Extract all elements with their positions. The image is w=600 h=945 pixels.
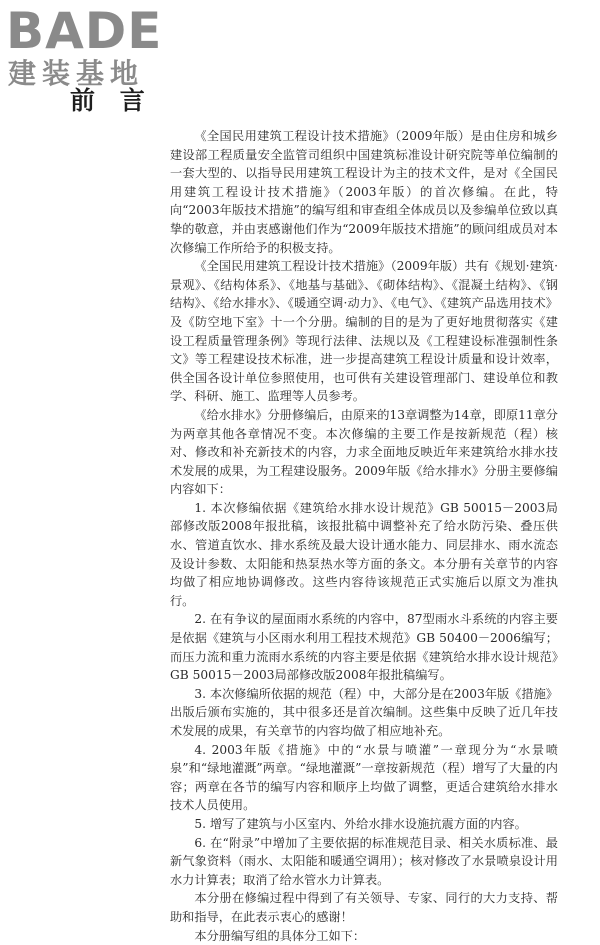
- paragraph-revision-summary: 《给水排水》分册修编后，由原来的13章调整为14章，即原11章分为两章其他各章情况不变。本次修编的主要工作是按新规范（程）核对、修改和补充新技术的内容，力求全面地反映近年来建筑给水排水技术发展的成果，为工程建设服务。2009年版《给水排水》分册主要修编内容如下：: [170, 407, 558, 497]
- paragraph-item-4: 4. 2003年版《措施》中的“水景与喷灌”一章现分为“水景喷泉”和“绿地灌溉”两章。“绿地灌溉”一章按新规范（程）增写了大量的内容；两章在各节的编写内容和顺序上均做了调整，更适合建筑给水排水技术人员使用。: [170, 742, 558, 813]
- paragraph-item-6: 6. 在“附录”中增加了主要依据的标准规范目录、相关水质标准、最新气象资料（雨水、太阳能和暖通空调用）；核对修改了水景喷泉设计用水力计算表；取消了给水管水力计算表。: [170, 835, 558, 887]
- paragraph-intro: 《全国民用建筑工程设计技术措施》（2009年版）是由住房和城乡建设部工程质量安全监管司组织中国建筑标准设计研究院等单位编制的一套大型的、以指导民用建筑工程设计为主的技术文件，是对《全国民用建筑工程设计技术措施》（2003年版）的首次修编。在此，特向“2003年版技术措施”的编写组和审查组全体成员以及参编单位致以真挚的敬意，并由衷感谢他们作为“2009年版技术措施”的顾问组成员对本次修编工作所给予的积极支持。: [170, 129, 558, 255]
- paragraph-item-3: 3. 本次修编所依据的规范（程）中，大部分是在2003年版《措施》出版后颁布实施的，其中很多还是首次编制。这些集中反映了近几年技术发展的成果，有关章节的内容均做了相应地补充。: [170, 686, 558, 738]
- paragraph-item-2: 2. 在有争议的屋面雨水系统的内容中，87型雨水斗系统的内容主要是依据《建筑与小区雨水利用工程技术规范》GB 50400－2006编写；而压力流和重力流雨水系统的内容主要是依据《建筑给水排水设计规范》GB 50015－2003局部修改版2008年报批稿编写。: [170, 612, 558, 683]
- paragraph-item-1: 1. 本次修编依据《建筑给水排水设计规范》GB 50015－2003局部修改版2008年报批稿，该报批稿中调整补充了给水防污染、叠压供水、管道直饮水、排水系统及最大设计通水能力、同层排水、雨水流态及设计参数、太阳能和热泵热水等方面的条文。本分册有关章节的内容均做了相应地协调修改。这些内容待该规范正式实施后以原文为准执行。: [170, 500, 558, 608]
- paragraph-volumes: 《全国民用建筑工程设计技术措施》（2009年版）共有《规划·建筑·景观》、《结构体系》、《地基与基础》、《砌体结构》、《混凝土结构》、《钢结构》、《给水排水》、《暖通空调·动力》、《电气》、《建筑产品选用技术》及《防空地下室》十一个分册。编制的目的是为了更好地贯彻落实《建设工程质量管理条例》等现行法律、法规以及《工程建设标准强制性条文》等工程建设技术标准，进一步提高建筑工程设计质量和设计效率，供全国各设计单位参照使用，也可供有关建设管理部门、建设单位和教学、科研、施工、监理等人员参考。: [170, 259, 558, 404]
- paragraph-division: 本分册编写组的具体分工如下：: [194, 928, 366, 943]
- logo-subtitle: 建装基地: [8, 57, 145, 90]
- paragraph-thanks: 本分册在修编过程中得到了有关领导、专家、同行的大力支持、帮助和指导，在此表示衷心的感谢！: [170, 891, 558, 924]
- page-title: 前 言: [70, 86, 153, 115]
- paragraph-item-5: 5. 增写了建筑与小区室内、外给水排水设施抗震方面的内容。: [194, 816, 527, 831]
- logo-wordmark: BADE: [6, 2, 163, 60]
- preface-body: [170, 127, 558, 945]
